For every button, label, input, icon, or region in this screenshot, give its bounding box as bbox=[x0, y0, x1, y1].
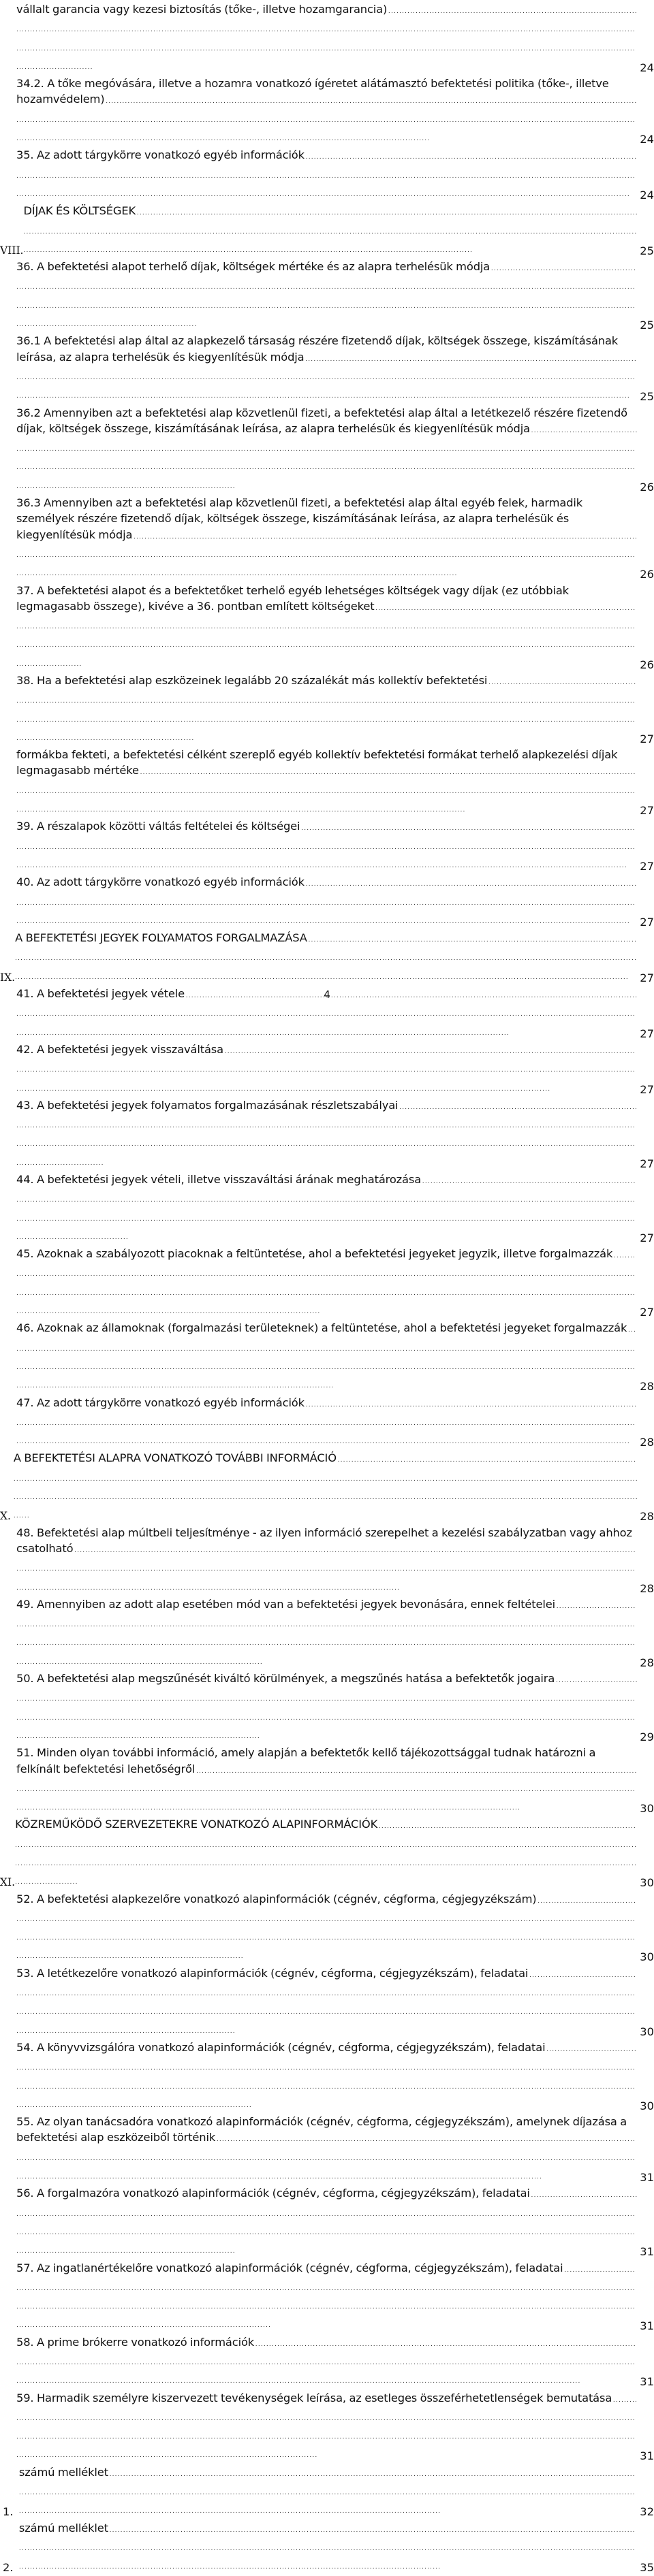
toc-entry[interactable] bbox=[16, 405, 654, 495]
toc-entry-title: KÖZREMŰKÖDŐ SZERVEZETEKRE VONATKOZÓ ALAPINFORMÁCIÓK . . . bbox=[15, 1818, 636, 1886]
toc-entry-page: 25 bbox=[640, 390, 654, 404]
toc-entry-title: 36. A befektetési alapot terhelő díjak, költségek mértéke és az alapra terhelésük módja . . . bbox=[16, 260, 635, 329]
toc-entry-body bbox=[16, 2040, 637, 2114]
toc-entry-title: 41. A befektetési jegyek vétele . . . bbox=[16, 987, 637, 1037]
toc-entry-page: 27 bbox=[640, 971, 654, 984]
toc-entry-body bbox=[16, 583, 637, 673]
toc-entry[interactable] bbox=[16, 333, 654, 404]
toc-entry-page: 30 bbox=[640, 1950, 654, 1964]
toc-entry-body bbox=[16, 259, 637, 333]
toc-entry-body bbox=[16, 2334, 637, 2390]
toc-entry-page: 27 bbox=[640, 1027, 654, 1040]
toc-entry-body bbox=[16, 1395, 637, 1451]
toc-entry-number: VIII. bbox=[0, 244, 24, 257]
toc-entry[interactable] bbox=[3, 2464, 654, 2520]
toc-entry[interactable] bbox=[16, 1097, 654, 1172]
toc-entry-page: 25 bbox=[640, 319, 654, 332]
toc-entry-number: XI. bbox=[0, 1876, 16, 1889]
toc-entry-body bbox=[16, 1891, 637, 1965]
toc-entry-page: 31 bbox=[640, 2375, 654, 2389]
toc-entry[interactable] bbox=[16, 1042, 654, 1097]
toc-entry-body bbox=[16, 1525, 637, 1596]
toc-entry[interactable] bbox=[16, 2390, 654, 2464]
toc-entry-body bbox=[16, 1965, 637, 2040]
toc-entry[interactable] bbox=[16, 583, 654, 673]
toc-entry-body bbox=[16, 673, 637, 747]
toc-entry[interactable] bbox=[16, 2260, 654, 2334]
toc-entry-page: 26 bbox=[640, 480, 654, 494]
toc-entry-number: IX. bbox=[0, 971, 16, 984]
toc-entry[interactable] bbox=[16, 1320, 654, 1394]
toc-entry-title: 49. Amennyiben az adott alap esetében mód van a befektetési jegyek bevonására, ennek feltételei . . . bbox=[16, 1598, 635, 1667]
toc-entry-page: 27 bbox=[640, 804, 654, 818]
toc-entry-page: 32 bbox=[640, 2505, 654, 2519]
toc-entry-page: 27 bbox=[640, 732, 654, 745]
toc-entry-page: 31 bbox=[640, 2319, 654, 2333]
toc-entry-body bbox=[16, 495, 637, 582]
toc-entry-page: 29 bbox=[640, 1730, 654, 1743]
toc-entry[interactable] bbox=[16, 1172, 654, 1246]
toc-entry[interactable] bbox=[16, 673, 654, 747]
toc-entry-body bbox=[16, 1671, 637, 1745]
toc-entry-page: 31 bbox=[640, 2245, 654, 2259]
toc-entry-body bbox=[16, 1097, 637, 1172]
toc-entry-page: 27 bbox=[640, 1231, 654, 1244]
toc-entry-body bbox=[16, 1745, 637, 1816]
toc-entry-page: 31 bbox=[640, 2449, 654, 2463]
toc-entry[interactable] bbox=[16, 1745, 654, 1816]
toc-entry-page: 25 bbox=[640, 244, 654, 257]
toc-entry[interactable] bbox=[16, 874, 654, 930]
toc-entry-number: 1. bbox=[3, 2505, 14, 2519]
toc-entry-body bbox=[16, 1596, 637, 1671]
toc-entry[interactable] bbox=[0, 203, 654, 259]
toc-entry-page: 30 bbox=[640, 2099, 654, 2112]
toc-entry[interactable] bbox=[16, 1, 654, 76]
toc-entry-title: DÍJAK ÉS KÖLTSÉGEK . . . bbox=[24, 204, 638, 255]
toc-entry-title: 40. Az adott tárgykörre vonatkozó egyéb információk . . . bbox=[16, 875, 636, 926]
toc-entry[interactable] bbox=[16, 2114, 654, 2185]
toc-entry[interactable] bbox=[0, 930, 654, 986]
toc-entry-title: 51. Minden olyan további információ, amely alapján a befektetők kellő tájékozottsággal tudnak határozni a felkínált befektetési lehetőségről . . . bbox=[16, 1746, 636, 1812]
toc-entry-title: 37. A befektetési alapot és a befektetőket terhelő egyéb lehetséges költségek vagy díjak (ez utóbbiak legmagasabb összege), kivéve a 36. pontban említett költségeket . . . bbox=[16, 584, 635, 669]
toc-entry[interactable] bbox=[16, 147, 654, 203]
toc-entry-title: 42. A befektetési jegyek visszaváltása . . . bbox=[16, 1043, 634, 1093]
toc-entry-page: 28 bbox=[640, 1656, 654, 1669]
toc-entry-body bbox=[16, 1, 637, 76]
toc-entry[interactable] bbox=[16, 1395, 654, 1451]
toc-entry-title: 45. Azoknak a szabályozott piacoknak a feltüntetése, ahol a befektetési jegyeket jegyzik, illetve forgalmazzák . . . bbox=[16, 1247, 634, 1316]
toc-entry[interactable] bbox=[16, 495, 654, 582]
toc-entry-title: 35. Az adott tárgykörre vonatkozó egyéb információk . . . bbox=[16, 148, 636, 199]
toc-entry[interactable] bbox=[16, 1891, 654, 1965]
toc-entry-title: 54. A könyvvizsgálóra vonatkozó alapinformációk (cégnév, cégforma, cégjegyzékszám), feladatai . . . bbox=[16, 2041, 636, 2110]
toc-entry-title: 36.3 Amennyiben azt a befektetési alap közvetlenül fizeti, a befektetési alap által egyéb felek, harmadik személyek részére fizetendő díjak, költségek összege, kiszámításának leírása, az alapra terhelésük és kiegyenlítésük módja . . . bbox=[16, 496, 636, 578]
toc-entry-body bbox=[14, 1450, 637, 1524]
toc-entry-body bbox=[16, 405, 637, 495]
toc-entry-title: számú melléklet . . . bbox=[19, 2522, 634, 2572]
toc-entry-page: 31 bbox=[640, 2171, 654, 2185]
toc-entry[interactable] bbox=[16, 747, 654, 818]
toc-entry-title: 56. A forgalmazóra vonatkozó alapinformációk (cégnév, cégforma, cégjegyzékszám), feladatai . . . bbox=[16, 2187, 637, 2255]
toc-entry[interactable] bbox=[3, 2520, 654, 2576]
toc-entry-number: 2. bbox=[3, 2561, 14, 2575]
toc-entry-page: 28 bbox=[640, 1380, 654, 1394]
toc-entry-title: számú melléklet . . . bbox=[19, 2466, 634, 2516]
toc-entry-title: 43. A befektetési jegyek folyamatos forgalmazásának részletszabályai . . . bbox=[16, 1099, 636, 1168]
toc-entry-title: 46. Azoknak az államoknak (forgalmazási területeknek) a feltüntetése, ahol a befektetési jegyeket forgalmazzák . . . bbox=[16, 1321, 635, 1390]
toc-entry-body bbox=[16, 747, 637, 818]
toc-entry[interactable] bbox=[16, 1525, 654, 1596]
toc-entry-title: vállalt garancia vagy kezesi biztosítás (tőke-, illetve hozamgarancia) . . . bbox=[16, 3, 636, 71]
toc-entry-title: 52. A befektetési alapkezelőre vonatkozó alapinformációk (cégnév, cégforma, cégjegyzékszám) . . . bbox=[16, 1893, 635, 1961]
toc-entry-title: formákba fekteti, a befektetési célként szereplő egyéb kollektív befektetési formákat terhelő alapkezelési díjak legmagasabb mértéke . . . bbox=[16, 748, 635, 814]
toc-entry-title: A BEFEKTETÉSI ALAPRA VONATKOZÓ TOVÁBBI INFORMÁCIÓ . . . bbox=[14, 1451, 637, 1520]
toc-entry-page: 24 bbox=[640, 61, 654, 74]
toc-entry-title: 53. A letétkezelőre vonatkozó alapinformációk (cégnév, cégforma, cégjegyzékszám), feladatai . . . bbox=[16, 1967, 635, 2035]
toc-entry-body bbox=[24, 203, 638, 259]
toc-entry-body bbox=[15, 930, 637, 986]
toc-entry-page: 30 bbox=[640, 1876, 654, 1890]
toc-entry-number: X. bbox=[0, 1510, 11, 1523]
toc-entry[interactable] bbox=[0, 1816, 654, 1890]
toc-entry-body bbox=[16, 1172, 637, 1246]
toc-entry-body bbox=[16, 874, 637, 930]
toc-entry-body bbox=[16, 147, 637, 203]
toc-entry-page: 26 bbox=[640, 658, 654, 671]
toc-entry-title: 55. Az olyan tanácsadóra vonatkozó alapinformációk (cégnév, cégforma, cégjegyzékszám), amelynek díjazása a befektetési alap eszközeiből történik . . . bbox=[16, 2115, 634, 2181]
toc-entry-body bbox=[16, 818, 637, 874]
page-number: 4 bbox=[324, 988, 330, 1001]
toc-entry-body bbox=[16, 1246, 637, 1320]
toc-entry-page: 27 bbox=[640, 1306, 654, 1319]
toc-entry-body bbox=[16, 76, 637, 147]
toc-entry-page: 26 bbox=[640, 568, 654, 581]
toc-entry-page: 28 bbox=[640, 1436, 654, 1449]
toc-entry-body bbox=[16, 333, 637, 404]
toc-entry[interactable] bbox=[16, 2185, 654, 2259]
toc-entry-page: 30 bbox=[640, 1802, 654, 1816]
toc-entry-title: 38. Ha a befektetési alap eszközeinek legalább 20 százalékát más kollektív befektetési . . . bbox=[16, 674, 635, 743]
toc-entry-body bbox=[19, 2520, 637, 2576]
toc-entry[interactable] bbox=[16, 1965, 654, 2040]
toc-entry-title: 48. Befektetési alap múltbeli teljesítménye - az ilyen információ szerepelhet a kezelési szabályzatban vagy ahhoz csatolható . . . bbox=[16, 1526, 635, 1592]
toc-entry-body bbox=[16, 2114, 637, 2185]
toc-entry-body bbox=[16, 2185, 637, 2259]
toc-entry-body bbox=[16, 2260, 637, 2334]
toc-entry-title: 44. A befektetési jegyek vételi, illetve visszaváltási árának meghatározása . . . bbox=[16, 1173, 635, 1242]
toc-entry-page: 35 bbox=[640, 2561, 654, 2575]
toc-entry-body bbox=[15, 1816, 637, 1890]
toc-entry-title: 50. A befektetési alap megszűnését kiváltó körülmények, a megszűnés hatása a befektetők jogaira . . . bbox=[16, 1672, 637, 1741]
toc-entry-body bbox=[16, 1042, 637, 1097]
toc-entry-page: 28 bbox=[640, 1581, 654, 1595]
toc-entry-title: 36.1 A befektetési alap által az alapkezelő társaság részére fizetendő díjak, költségek összege, kiszámításának leírása, az alapra terhelésük és kiegyenlítésük módja . . . bbox=[16, 334, 636, 400]
toc-entry[interactable] bbox=[16, 1246, 654, 1320]
toc-entry-body bbox=[16, 2390, 637, 2464]
toc-entry[interactable] bbox=[16, 1671, 654, 1745]
toc-entry-page: 27 bbox=[640, 915, 654, 929]
table-of-contents bbox=[0, 1, 654, 2576]
toc-entry-title: 58. A prime brókerre vonatkozó információk . . . bbox=[16, 2336, 635, 2386]
toc-entry-page: 24 bbox=[640, 133, 654, 146]
toc-entry-title: 39. A részalapok közötti váltás feltételei és költségei . . . bbox=[16, 820, 634, 870]
toc-entry[interactable] bbox=[16, 259, 654, 333]
toc-entry-title: 59. Harmadik személyre kiszervezett tevékenységek leírása, az esetleges összeférhetetlenségek bemutatása . . . bbox=[16, 2392, 636, 2460]
toc-entry-page: 28 bbox=[640, 1510, 654, 1524]
toc-entry[interactable] bbox=[0, 1450, 654, 1524]
toc-entry-title: 47. Az adott tárgykörre vonatkozó egyéb információk . . . bbox=[16, 1396, 636, 1447]
toc-entry[interactable] bbox=[16, 76, 654, 147]
toc-entry-title: A BEFEKTETÉSI JEGYEK FOLYAMATOS FORGALMAZÁSA . . . bbox=[15, 931, 636, 982]
toc-entry-title: 57. Az ingatlanértékelőre vonatkozó alapinformációk (cégnév, cégforma, cégjegyzékszám), feladatai . . . bbox=[16, 2261, 634, 2330]
toc-entry-body bbox=[16, 1320, 637, 1394]
toc-entry[interactable] bbox=[16, 2040, 654, 2114]
toc-entry[interactable] bbox=[16, 2334, 654, 2390]
toc-entry-page: 24 bbox=[640, 188, 654, 202]
toc-entry[interactable] bbox=[16, 818, 654, 874]
toc-entry-title: 34.2. A tőke megóvására, illetve a hozamra vonatkozó ígéretet alátámasztó befektetési politika (tőke-, illetve hozamvédelem) . . . bbox=[16, 77, 636, 143]
toc-entry-page: 30 bbox=[640, 2025, 654, 2038]
toc-entry-page: 27 bbox=[640, 859, 654, 873]
toc-entry-title: 36.2 Amennyiben azt a befektetési alap közvetlenül fizeti, a befektetési alap által a letétkezelő részére fizetendő díjak, költségek összege, kiszámításának leírása, az alapra terhelésük és kiegyenlítésük módja . . . bbox=[16, 406, 637, 491]
toc-entry-body bbox=[19, 2464, 637, 2520]
toc-entry-page: 27 bbox=[640, 1157, 654, 1170]
toc-entry-page: 27 bbox=[640, 1082, 654, 1096]
toc-entry[interactable] bbox=[16, 1596, 654, 1671]
